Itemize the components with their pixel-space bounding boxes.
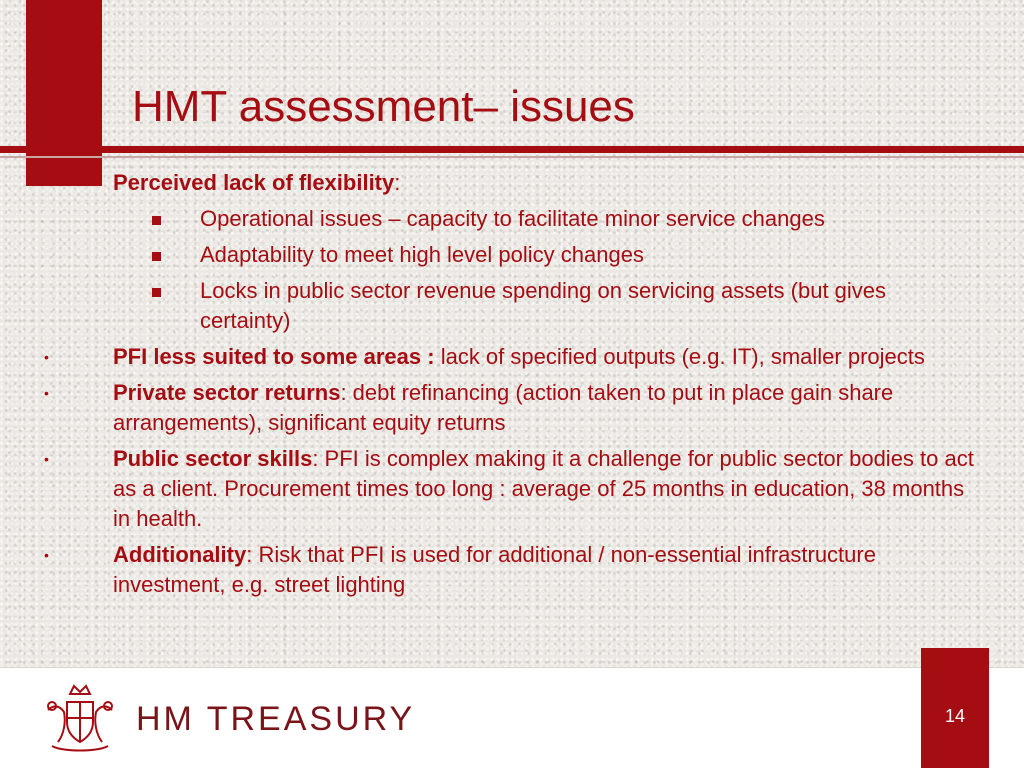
bullet-item [40, 540, 990, 600]
square-bullet-icon [152, 252, 161, 261]
page-number: 14 [944, 706, 966, 726]
brand-wordmark: HM TREASURY [136, 700, 416, 738]
bullet-item-bold: Additionality [113, 542, 247, 567]
bullet-item [40, 378, 990, 438]
square-bullet-icon [152, 288, 161, 297]
bullet-item-rest: lack of specified outputs (e.g. IT), smaller projects [434, 344, 925, 369]
bullet-item [40, 444, 990, 534]
bullet-item-bold: Private sector returns [113, 380, 341, 405]
bullet-dot-icon: • [44, 451, 49, 467]
bullet-item [40, 342, 990, 372]
bullet-list [40, 342, 990, 600]
bullet-item-rest: : debt refinancing (action taken to put in place gain share arrangements), significant equity returns [113, 380, 894, 435]
bullet-item-bold: Public sector skills [113, 446, 313, 471]
lead-item-rest: : [394, 170, 401, 195]
bullet-item-rest: : PFI is complex making it a challenge for public sector bodies to act as a client. Procurement times too long : average of 25 months in education, 38 months in health. [113, 446, 974, 531]
bullet-item-bold: PFI less suited to some areas : [113, 344, 435, 369]
left-accent-bar [26, 0, 102, 186]
square-bullet-icon [152, 216, 161, 225]
slide-content [40, 168, 990, 606]
title-rule-thin [0, 156, 1024, 158]
page-number-box [921, 648, 989, 768]
lead-item [40, 168, 990, 198]
slide-title: HMT assessment– issues [132, 82, 635, 131]
sub-bullet-text: Operational issues – capacity to facilitate minor service changes [200, 206, 825, 231]
lead-item-bold: Perceived lack of flexibility [113, 170, 395, 195]
sub-bullet-text: Locks in public sector revenue spending on servicing assets (but gives certainty) [200, 278, 887, 333]
sub-bullet-item [40, 276, 990, 336]
sub-bullet-item [40, 240, 990, 270]
bullet-dot-icon: • [44, 385, 49, 401]
bullet-dot-icon: • [44, 547, 49, 563]
bullet-dot-icon: • [44, 349, 49, 365]
sub-bullet-text: Adaptability to meet high level policy changes [200, 242, 644, 267]
sub-bullet-list [40, 204, 990, 336]
bullet-item-rest: : Risk that PFI is used for additional / non-essential infrastructure investment, e.g. street lighting [113, 542, 876, 597]
title-rule [0, 146, 1024, 153]
royal-coat-of-arms-icon [40, 680, 120, 760]
sub-bullet-item [40, 204, 990, 234]
